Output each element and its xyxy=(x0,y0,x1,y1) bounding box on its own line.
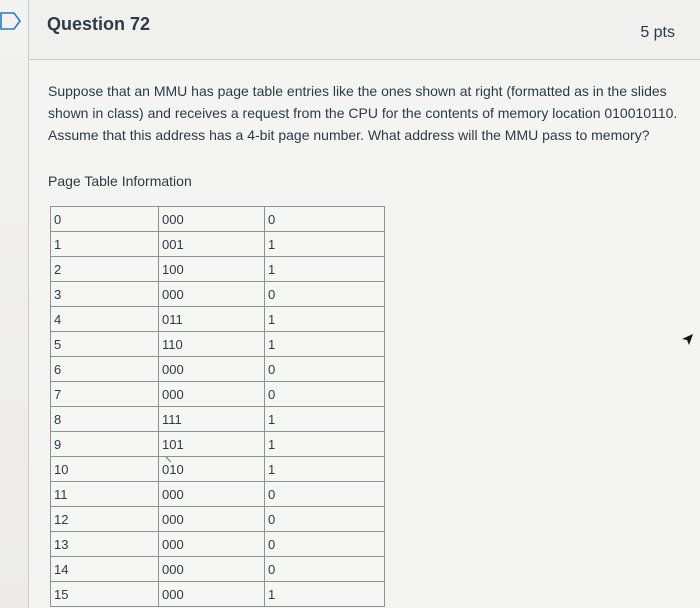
page-number-cell: 12 xyxy=(51,507,159,532)
question-header xyxy=(29,0,700,60)
valid-bit-cell: 1 xyxy=(265,432,385,457)
frame-number-cell: 000 xyxy=(159,532,265,557)
page-number-cell: 14 xyxy=(51,557,159,582)
page-number-cell: 9 xyxy=(51,432,159,457)
page-table-label: Page Table Information xyxy=(48,173,192,189)
table-row xyxy=(51,407,385,432)
valid-bit-cell: 1 xyxy=(265,582,385,607)
flag-question-icon[interactable] xyxy=(0,10,26,32)
table-row xyxy=(51,207,385,232)
table-row xyxy=(51,482,385,507)
table-row xyxy=(51,532,385,557)
valid-bit-cell: 1 xyxy=(265,307,385,332)
valid-bit-cell: 1 xyxy=(265,457,385,482)
page-table xyxy=(50,206,385,607)
page-number-cell: 10 xyxy=(51,457,159,482)
valid-bit-cell: 0 xyxy=(265,557,385,582)
page-number-cell: 5 xyxy=(51,332,159,357)
page-number-cell: 8 xyxy=(51,407,159,432)
question-card xyxy=(28,0,700,608)
table-row xyxy=(51,582,385,607)
table-row xyxy=(51,557,385,582)
table-row xyxy=(51,507,385,532)
table-row xyxy=(51,382,385,407)
valid-bit-cell: 1 xyxy=(265,257,385,282)
stray-pen-mark xyxy=(165,456,173,464)
page-number-cell: 13 xyxy=(51,532,159,557)
page-number-cell: 4 xyxy=(51,307,159,332)
table-row xyxy=(51,232,385,257)
valid-bit-cell: 1 xyxy=(265,232,385,257)
mouse-pointer-icon xyxy=(680,332,694,346)
frame-number-cell: 100 xyxy=(159,257,265,282)
frame-number-cell: 001 xyxy=(159,232,265,257)
frame-number-cell: 000 xyxy=(159,207,265,232)
valid-bit-cell: 1 xyxy=(265,407,385,432)
valid-bit-cell: 0 xyxy=(265,532,385,557)
frame-number-cell: 000 xyxy=(159,582,265,607)
page-number-cell: 7 xyxy=(51,382,159,407)
page-number-cell: 2 xyxy=(51,257,159,282)
question-title: Question 72 xyxy=(47,14,151,34)
question-points: 5 pts xyxy=(640,24,675,41)
frame-number-cell: 010 xyxy=(159,457,265,482)
frame-number-cell: 110 xyxy=(159,332,265,357)
table-row xyxy=(51,432,385,457)
table-row xyxy=(51,257,385,282)
page-number-cell: 15 xyxy=(51,582,159,607)
table-row xyxy=(51,357,385,382)
valid-bit-cell: 1 xyxy=(265,332,385,357)
question-text: Suppose that an MMU has page table entries like the ones shown at right (formatted as in the slides shown in class) and receives a request from the CPU for the contents of memory location 010010110. Assume that this address has a 4-bit page number. What address will the MMU pass to memory? xyxy=(48,83,678,143)
page-number-cell: 6 xyxy=(51,357,159,382)
frame-number-cell: 000 xyxy=(159,482,265,507)
frame-number-cell: 000 xyxy=(159,557,265,582)
valid-bit-cell: 0 xyxy=(265,357,385,382)
frame-number-cell: 011 xyxy=(159,307,265,332)
frame-number-cell: 000 xyxy=(159,382,265,407)
valid-bit-cell: 0 xyxy=(265,507,385,532)
page-number-cell: 1 xyxy=(51,232,159,257)
valid-bit-cell: 0 xyxy=(265,382,385,407)
valid-bit-cell: 0 xyxy=(265,482,385,507)
table-row xyxy=(51,307,385,332)
page-number-cell: 11 xyxy=(51,482,159,507)
valid-bit-cell: 0 xyxy=(265,207,385,232)
frame-number-cell: 000 xyxy=(159,507,265,532)
frame-number-cell: 000 xyxy=(159,282,265,307)
valid-bit-cell: 0 xyxy=(265,282,385,307)
table-row xyxy=(51,282,385,307)
page-number-cell: 3 xyxy=(51,282,159,307)
frame-number-cell: 000 xyxy=(159,357,265,382)
page-number-cell: 0 xyxy=(51,207,159,232)
frame-number-cell: 101 xyxy=(159,432,265,457)
frame-number-cell: 111 xyxy=(159,407,265,432)
table-row xyxy=(51,457,385,482)
table-row xyxy=(51,332,385,357)
